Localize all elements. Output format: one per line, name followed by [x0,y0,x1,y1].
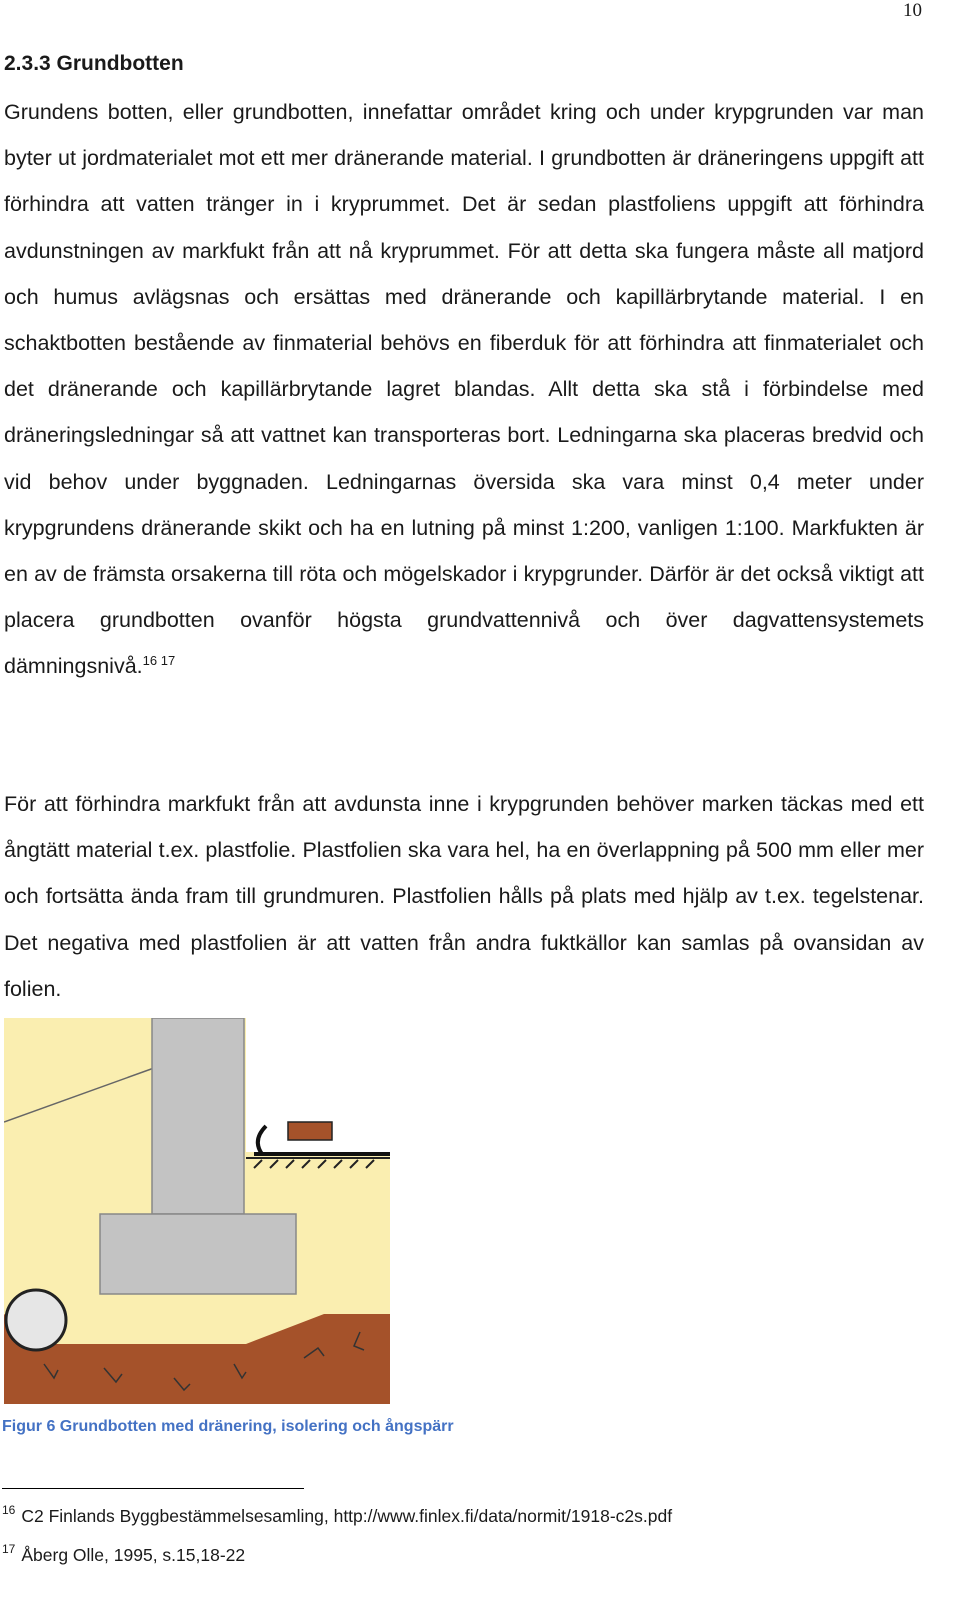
brick [288,1122,332,1140]
figure-caption: Figur 6 Grundbotten med dränering, isolering och ångspärr [2,1418,454,1435]
footnote-text: C2 Finlands Byggbestämmelsesamling, http://www.finlex.fi/data/normit/1918-c2s.pdf [21,1506,673,1526]
foundation-footing [100,1214,296,1294]
foundation-diagram [4,1018,396,1404]
footnote-number: 16 [2,1503,16,1517]
paragraph-plastfolie: För att förhindra markfukt från att avdunsta inne i krypgrunden behöver marken täckas med ett ångtätt material t.ex. plastfolie. Plastfolien ska vara hel, ha en överlappning på 500 mm eller mer och fortsätta ända fram till grundmuren. Plastfolien hålls på plats med hjälp av t.ex. tegelstenar. Det negativa med plastfolien är att vatten från andra fuktkällor kan samlas på ovansidan av folien. [4,792,924,1001]
footnote-text: Åberg Olle, 1995, s.15,18-22 [21,1545,246,1565]
footnote-separator [2,1488,304,1489]
footnote-reference[interactable]: 16 17 [142,653,176,669]
paragraph-text: Grundens botten, eller grundbotten, innefattar området kring och under krypgrunden var man byter ut jordmaterialet mot ett mer dränerande material. I grundbotten är dräneringens uppgift att förhindra att vatten tränger in i kryprummet. Det är sedan plastfoliens uppgift att förhindra avdunstningen av markfukt från att nå kryprummet. För att detta ska fungera måste all matjord och humus avlägsnas och ersättas med dränerande och kapillärbrytande material. I en schaktbotten bestående av finmaterial behövs en fiberduk för att förhindra att finmaterialet och det dränerande och kapillärbrytande lagret blandas. Allt detta ska stå i förbindelse med dräneringsledningar så att vattnet kan transporteras bort. Ledningarna ska placeras bredvid och vid behov under byggnaden. Ledningarnas översida ska vara minst 0,4 meter under krypgrundens dränerande skikt och ha en lutning på minst 1:200, vanligen 1:100. Markfukten är en av de främsta orsakerna till röta och mögelskador i krypgrunder. Därför är det också viktigt att placera grundbotten ovanför högsta grundvattennivå och över dagvattensystemets dämningsnivå. [4,100,924,679]
footnote-number: 17 [2,1542,16,1556]
page-number: 10 [903,0,922,21]
footnote-16 [2,1503,672,1527]
drainage-pipe [6,1290,66,1350]
footnote-17 [2,1542,245,1566]
section-heading: 2.3.3 Grundbotten [4,52,184,75]
paragraph-grundbotten [4,89,924,690]
foundation-wall [152,1018,244,1214]
